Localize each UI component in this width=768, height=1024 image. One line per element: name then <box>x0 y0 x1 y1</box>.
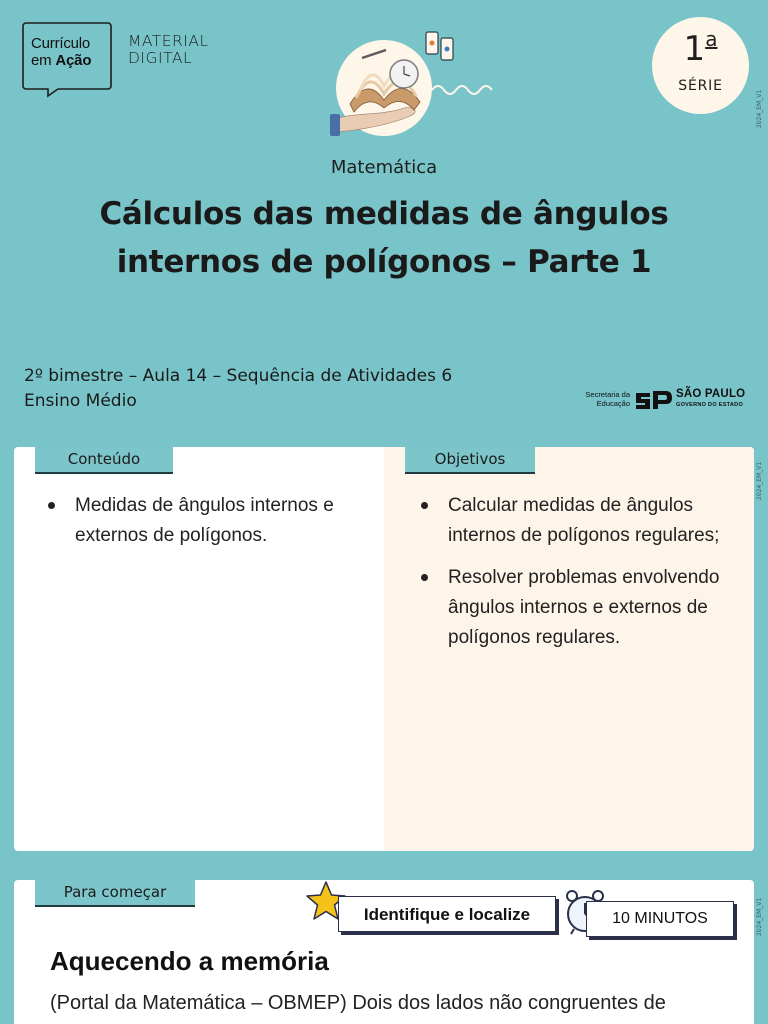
version-tag: 2024_EM_V1 <box>756 461 763 500</box>
page-title: Cálculos das medidas de ângulos internos de polígonos – Parte 1 <box>99 196 669 280</box>
tab-para-comecar: Para começar <box>35 880 195 907</box>
secretaria-text: Secretaria da Educação <box>585 390 630 408</box>
grade-badge <box>652 17 749 114</box>
list-item: Resolver problemas envolvendo ângulos internos e externos de polígonos regulares. <box>421 563 741 653</box>
tab-objetivos: Objetivos <box>405 447 535 474</box>
content-list <box>48 491 358 563</box>
curriculo-em-acao-logo <box>22 22 112 90</box>
curriculo-text: Currículo <box>31 35 91 52</box>
tab-conteudo: Conteúdo <box>35 447 173 474</box>
content-objectives-card <box>14 447 754 851</box>
lesson-meta: 2º bimestre – Aula 14 – Sequência de Atividades 6 Ensino Médio <box>24 366 453 411</box>
material-digital-logo: MATERIAL DIGITAL <box>128 32 209 67</box>
objectives-list <box>421 491 741 665</box>
problem-paragraph: (Portal da Matemática – OBMEP) Dois dos lados não congruentes de <box>50 992 666 1014</box>
version-tag: 2024_EM_V1 <box>756 897 763 936</box>
section-title: Aquecendo a memória <box>50 946 329 976</box>
grade-label: SÉRIE <box>678 78 723 94</box>
book-hand-illustration <box>322 28 522 143</box>
list-item: Calcular medidas de ângulos internos de polígonos regulares; <box>421 491 741 551</box>
subject-label: Matemática <box>330 157 438 178</box>
em-acao-text: em Ação <box>31 52 92 69</box>
grade-number: 1$^a$ <box>683 27 718 69</box>
time-badge: 10 MINUTOS <box>586 901 734 937</box>
activity-badge: Identifique e localize <box>338 896 556 932</box>
para-comecar-card <box>14 880 754 1024</box>
sp-mark-icon <box>634 389 674 411</box>
sao-paulo-government-logo: Secretaria da Educação SÃO PAULO GOVERNO DO ESTADO <box>572 388 747 414</box>
version-tag: 2024_EM_V1 <box>756 89 763 128</box>
list-item: Medidas de ângulos internos e externos de polígonos. <box>48 491 358 551</box>
